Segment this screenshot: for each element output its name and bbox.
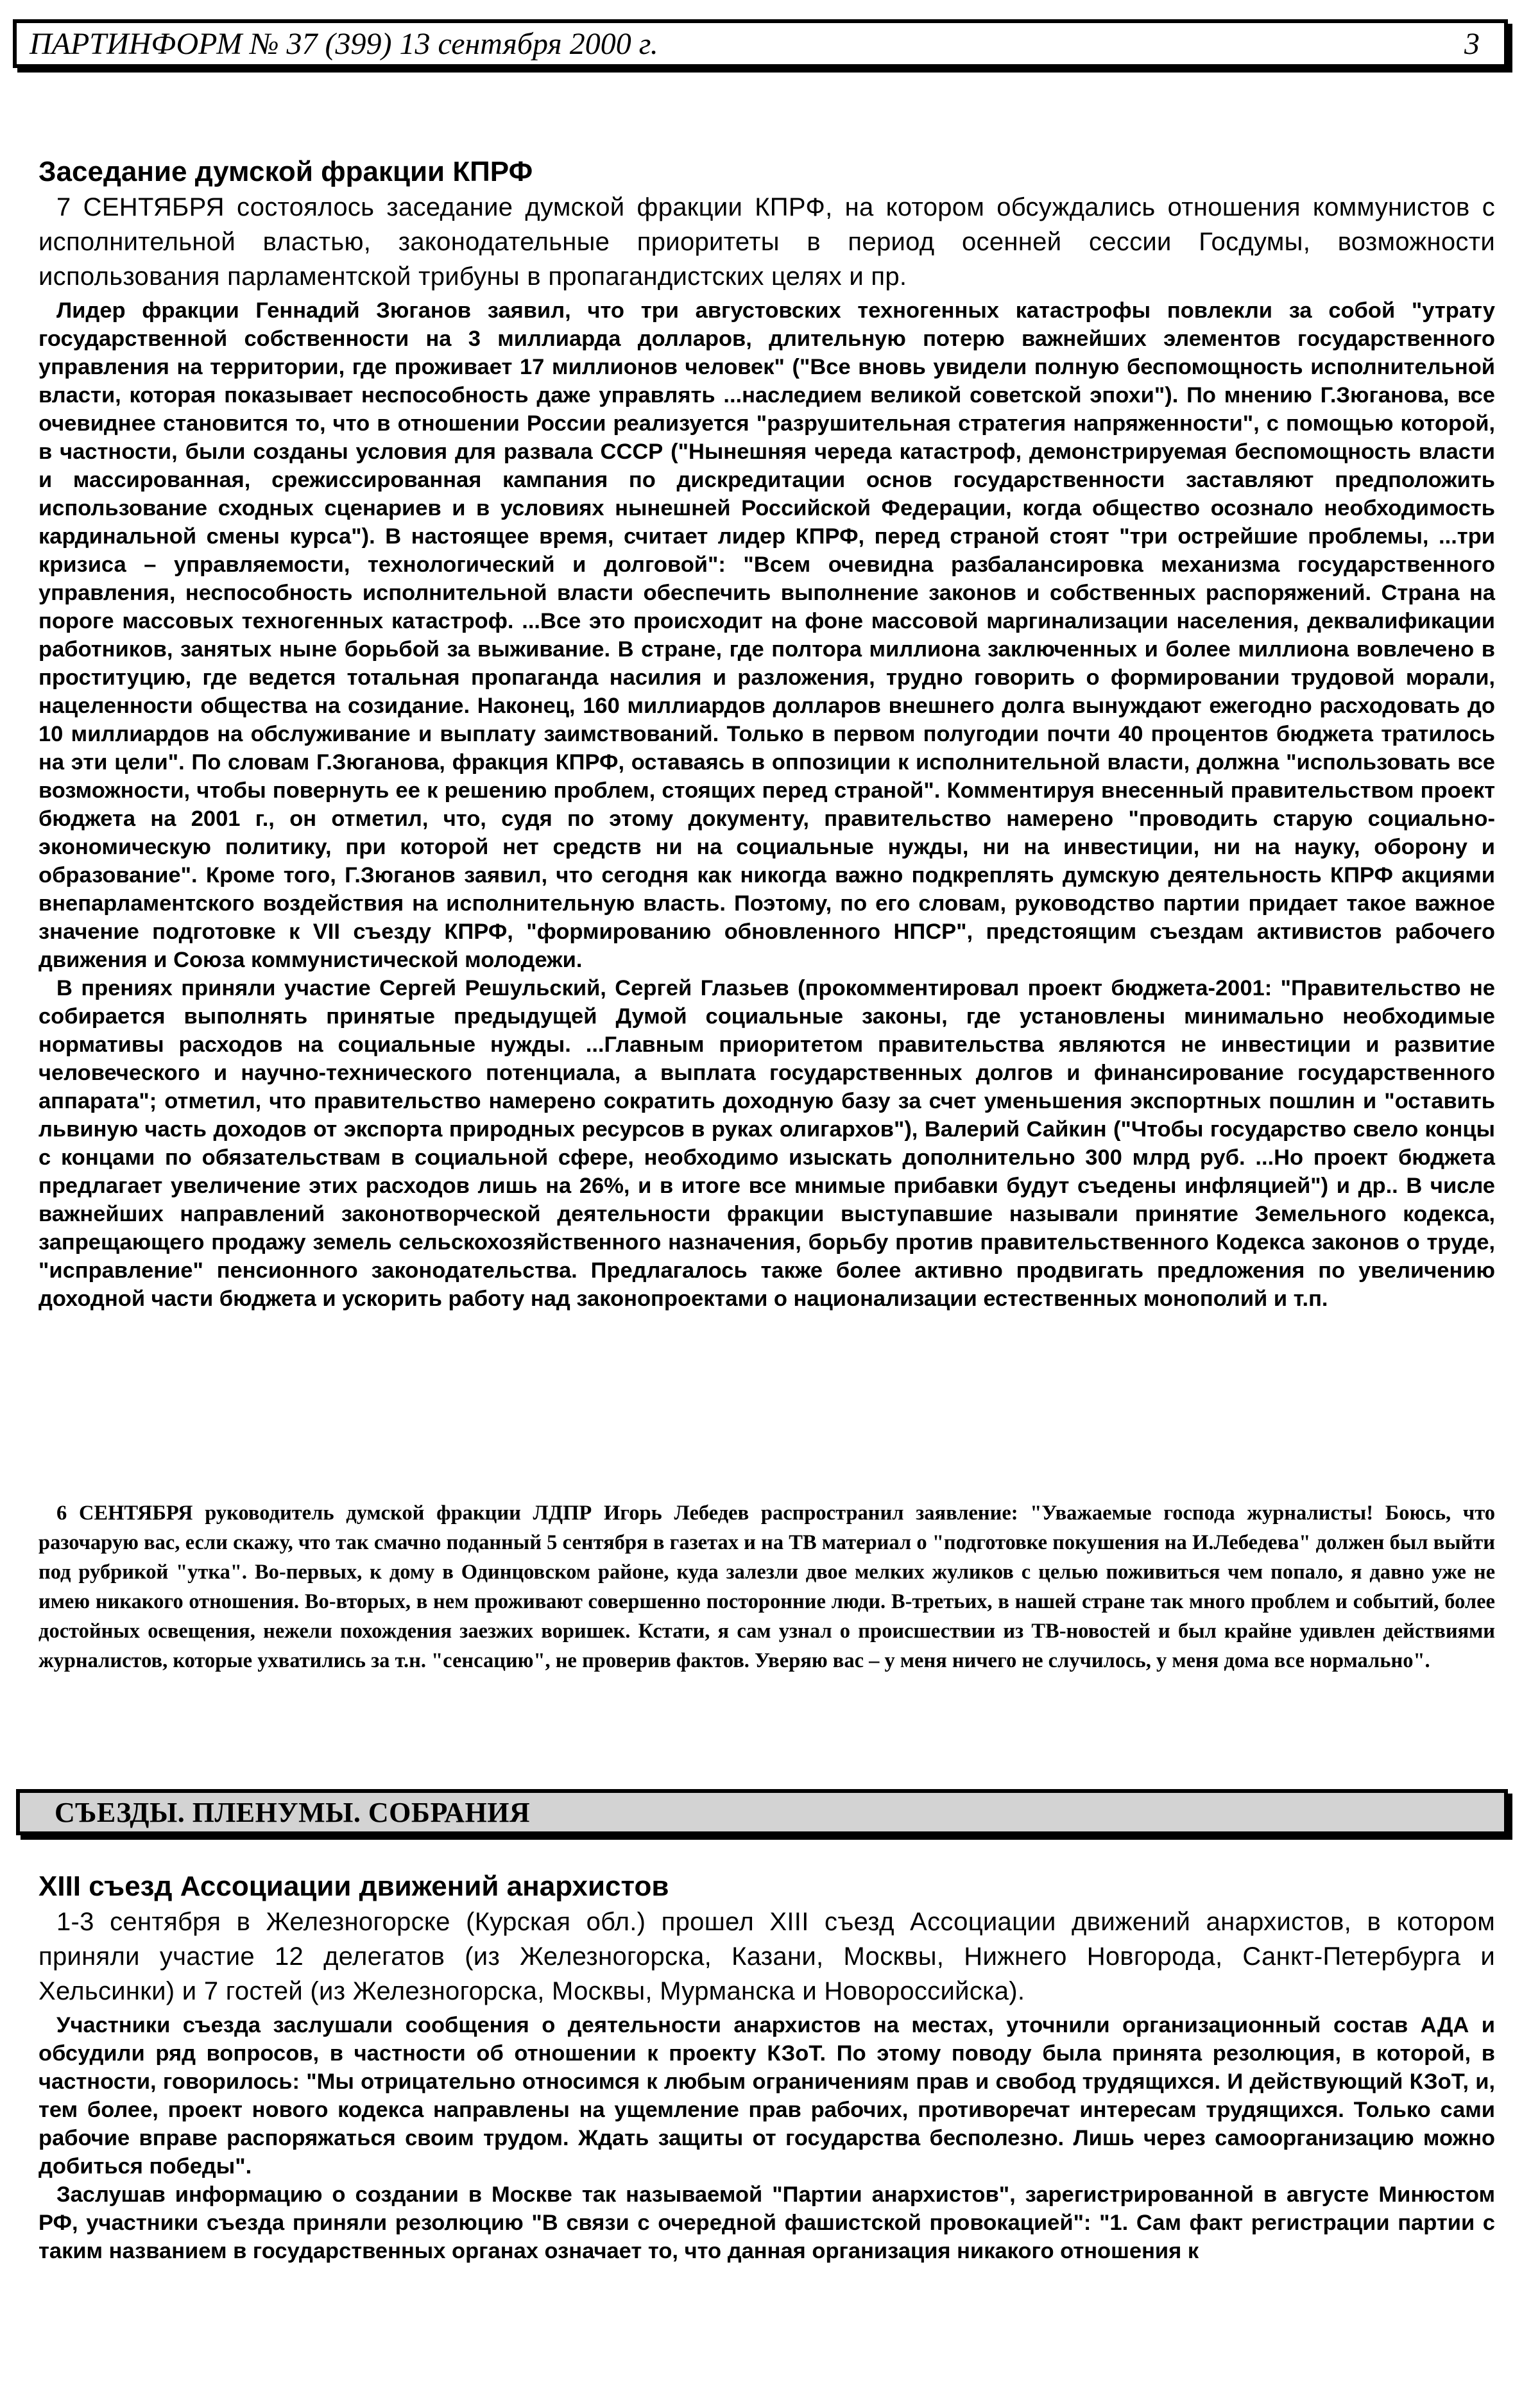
article-title: XIII съезд Ассоциации движений анархистов	[38, 1871, 669, 1902]
article-title: Заседание думской фракции КПРФ	[38, 156, 533, 187]
article-paragraph: Лидер фракции Геннадий Зюганов заявил, что три августовских техногенных катастрофы повлекли за собой "утрату государственной собственности на 3 миллиарда долларов, длительную потерю важнейших элементов государственного управления на территории, где проживает 17 миллионов человек" ("Все вновь увидели полную беспомощность исполнительной власти, которая показывает неспособность даже управлять ...наследием великой советской эпохи"). По мнению Г.Зюганова, все очевиднее становится то, что в отношении России реализуется "разрушительная стратегия напряженности", с помощью которой, в частности, были созданы условия для развала СССР ("Нынешняя череда катастроф, демонстрируемая беспомощность власти и массированная, срежиссированная кампания по дискредитации основ государственности заставляют предположить использование сходных сценариев и в условиях нынешней Российской Федерации, когда общество осознало необходимость кардинальной смены курса"). В настоящее время, считает лидер КПРФ, перед страной стоят "три острейшие проблемы, ...три кризиса – управляемости, технологический и долговой": "Всем очевидна разбалансировка механизма государственного управления, неспособность исполнительной власти обеспечить выполнение законов и собственных распоряжений. Страна на пороге массовых техногенных катастроф. ...Все это происходит на фоне массовой маргинализации населения, деквалификации работников, занятых ныне борьбой за выживание. В стране, где полтора миллиона заключенных и более миллиона вовлечено в проституцию, где ведется тотальная пропаганда насилия и разложения, трудно говорить о формировании трудовой морали, нацеленности общества на созидание. Наконец, 160 миллиардов долларов внешнего долга вынуждают ежегодно расходовать до 10 миллиардов на обслуживание и выплату заимствований. Только в первом полугодии почти 40 процентов бюджета тратилось на эти цели". По словам Г.Зюганова, фракция КПРФ, оставаясь в оппозиции к исполнительной власти, должна "использовать все возможности, чтобы повернуть ее к решению проблем, стоящих перед страной". Комментируя внесенный правительством проект бюджета на 2001 г., он отметил, что, судя по этому документу, правительство намерено "проводить старую социально-экономическую политику, при которой нет средств ни на социальные нужды, ни на инвестиции, ни на науку, оборону и образование". Кроме того, Г.Зюганов заявил, что сегодня как никогда важно подкреплять думскую деятельность КПРФ акциями внепарламентского воздействия на исполнительную власть. Поэтому, по его словам, руководство партии придает такое важное значение подготовке к VII съезду КПРФ, "формированию обновленного НПСР", предстоящим съездам активистов рабочего движения и Союза коммунистической молодежи.	[38, 298, 1495, 972]
section-heading	[16, 1789, 1508, 1835]
ldpr-statement	[38, 1498, 1495, 1675]
page-number: 3	[1464, 26, 1480, 61]
article-paragraph: Участники съезда заслушали сообщения о деятельности анархистов на местах, уточнили организационный состав АДА и обсудили ряд вопросов, в частности об отношении к проекту КЗоТ. По этому поводу была принята резолюция, в которой, в частности, говорилось: "Мы отрицательно относимся к любым ограничениям прав и свобод трудящихся. И действующий КЗоТ, и, тем более, проект нового кодекса направлены на ущемление прав рабочих, противоречат интересам трудящихся. Только сами рабочие вправе распоряжаться своим трудом. Ждать защиты от государства бесполезно. Лишь через самоорганизацию можно добиться победы".	[38, 2013, 1495, 2179]
article-paragraph: В прениях приняли участие Сергей Решульский, Сергей Глазьев (прокомментировал проект бюджета-2001: "Правительство не собирается выполнять принятые предыдущей Думой социальные законы, где установлены минимально необходимые нормативы расходов на социальные нужды. ...Главным приоритетом правительства являются не инвестиции и развитие человеческого и научно-технического потенциала, а выплата государственных долгов и финансирование государственного аппарата"; отметил, что правительство намерено сократить доходную базу за счет уменьшения экспортных пошлин и "оставить львиную часть доходов от экспорта природных ресурсов в руках олигархов"), Валерий Сайкин ("Чтобы государство свело концы с концами по обязательствам в социальной сфере, необходимо изыскать дополнительно 300 млрд руб. ...Но проект бюджета предлагает увеличение этих расходов лишь на 26%, и в итоге все мнимые прибавки будут съедены инфляцией") и др.. В числе важнейших направлений законотворческой деятельности фракции выступавшие называли принятие Земельного кодекса, запрещающего продажу земель сельскохозяйственного назначения, борьбу против правительственного Кодекса законов о труде, "исправление" пенсионного законодательства. Предлагалось также более активно продвигать предложения по увеличению доходной части бюджета и ускорить работу над законопроектами о национализации естественных монополий и т.п.	[38, 976, 1495, 1311]
article-lead: 7 СЕНТЯБРЯ состоялось заседание думской фракции КПРФ, на котором обсуждались отношения коммунистов с исполнительной властью, законодательные приоритеты в период осенней сессии Госдумы, возможности использования парламентской трибуны в пропагандистских целях и пр.	[38, 193, 1495, 291]
page-header	[13, 19, 1508, 68]
article-lead: 1-3 сентября в Железногорске (Курская обл.) прошел XIII съезд Ассоциации движений анархистов, в котором приняли участие 12 делегатов (из Железногорска, Казани, Москвы, Нижнего Новгорода, Санкт-Петербурга и Хельсинки) и 7 гостей (из Железногорска, Москвы, Мурманска и Новороссийска).	[38, 1908, 1495, 2005]
section-title: СЪЕЗДЫ. ПЛЕНУМЫ. СОБРАНИЯ	[55, 1796, 531, 1828]
article-paragraph: Заслушав информацию о создании в Москве так называемой "Партии анархистов", зарегистрированной в августе Минюстом РФ, участники съезда приняли резолюцию "В связи с очередной фашистской провокацией": "1. Сам факт регистрации партии с таким названием в государственных органах означает то, что данная организация никакого отношения к	[38, 2182, 1495, 2263]
article-kprf-faction	[38, 154, 1495, 1313]
article-paragraph: 6 СЕНТЯБРЯ руководитель думской фракции ЛДПР Игорь Лебедев распространил заявление: "Уважаемые господа журналисты! Боюсь, что разочарую вас, если скажу, что так смачно поданный 5 сентября в газетах и на ТВ материал о "подготовке покушения на И.Лебедева" должен был выйти под рубрикой "утка". Во-первых, к дому в Одинцовском районе, куда залезли двое мелких жуликов с целью поживиться чем попало, я давно уже не имею никакого отношения. Во-вторых, в нем проживают совершенно посторонние люди. В-третьих, в нашей стране так много проблем и событий, более достойных освещения, нежели похождения заезжих воришек. Кстати, я сам узнал о происшествии из ТВ-новостей и был крайне удивлен действиями журналистов, которые ухватились за т.н. "сенсацию", не проверив фактов. Уверяю вас – у меня ничего не случилось, у меня дома все нормально".	[38, 1502, 1495, 1672]
publication-title: ПАРТИНФОРМ № 37 (399) 13 сентября 2000 г.	[30, 26, 658, 61]
article-anarchists-congress	[38, 1869, 1495, 2265]
